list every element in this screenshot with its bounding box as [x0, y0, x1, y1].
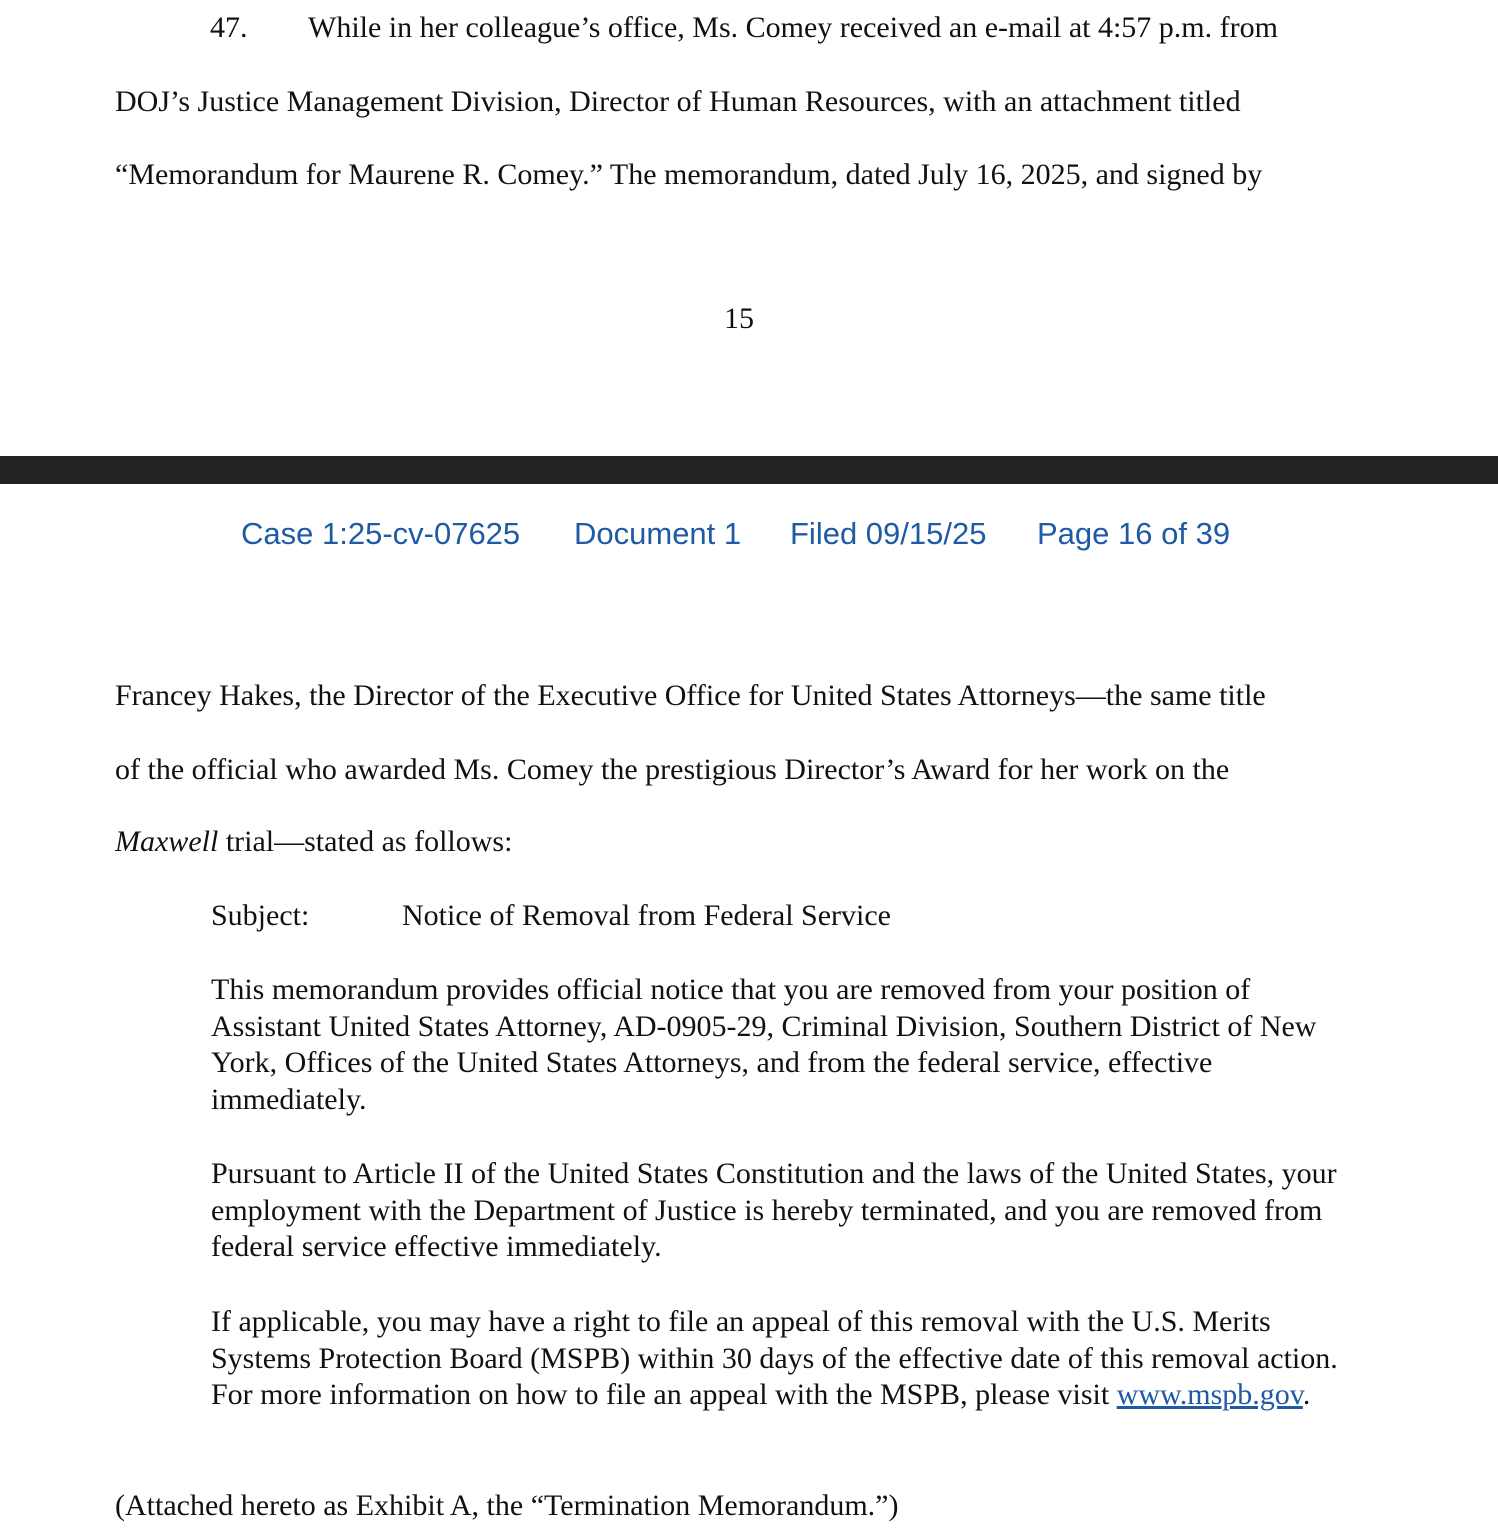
- mspb-link[interactable]: www.mspb.gov: [1116, 1378, 1303, 1411]
- body-line-1: Francey Hakes, the Director of the Executive Office for United States Attorneys—the same title: [115, 679, 1266, 712]
- subject-label: Subject:: [211, 899, 310, 932]
- filed-date: Filed 09/15/25: [790, 516, 987, 551]
- page-separator: [0, 456, 1498, 484]
- paragraph-line-3: “Memorandum for Maurene R. Comey.” The memorandum, dated July 16, 2025, and signed by: [115, 158, 1263, 191]
- quote-paragraph-3-text: If applicable, you may have a right to file an appeal of this removal with the U.S. Merits Systems Protection Board (MSPB) within 30 days of the effective date of this removal action. For more information on how to file an appeal with the MSPB, please visit: [211, 1305, 1338, 1411]
- quote-paragraph-2: Pursuant to Article II of the United States Constitution and the laws of the United States, your employment with the Department of Justice is hereby terminated, and you are removed from federal service effective immediately.: [211, 1157, 1337, 1263]
- quote-paragraph-1: This memorandum provides official notice that you are removed from your position of Assistant United States Attorney, AD-0905-29, Criminal Division, Southern District of New York, Offices of the United States Attorneys, and from the federal service, effective immediately.: [211, 973, 1317, 1116]
- paragraph-line-2: DOJ’s Justice Management Division, Director of Human Resources, with an attachment titled: [115, 85, 1241, 118]
- body-line-3: [115, 824, 512, 860]
- quote-paragraph-3-end: .: [1302, 1378, 1311, 1411]
- body-line-2: of the official who awarded Ms. Comey the prestigious Director’s Award for her work on the: [115, 753, 1230, 786]
- case-name-italic: Maxwell: [115, 825, 219, 858]
- case-number: Case 1:25-cv-07625: [241, 516, 521, 551]
- page-16: [0, 484, 1498, 1536]
- closing-line: (Attached hereto as Exhibit A, the “Termination Memorandum.”): [115, 1489, 899, 1522]
- paragraph-line-1: While in her colleague’s office, Ms. Comey received an e-mail at 4:57 p.m. from: [308, 11, 1278, 44]
- quote-paragraph-3: [211, 1304, 1361, 1414]
- document-number: Document 1: [574, 516, 742, 551]
- paragraph-number: 47.: [210, 11, 248, 44]
- page-indicator: Page 16 of 39: [1037, 516, 1231, 551]
- page-number: 15: [724, 302, 754, 335]
- body-line-3-rest: trial—stated as follows:: [218, 825, 513, 858]
- subject-text: Notice of Removal from Federal Service: [402, 899, 891, 932]
- page-15: [0, 0, 1498, 456]
